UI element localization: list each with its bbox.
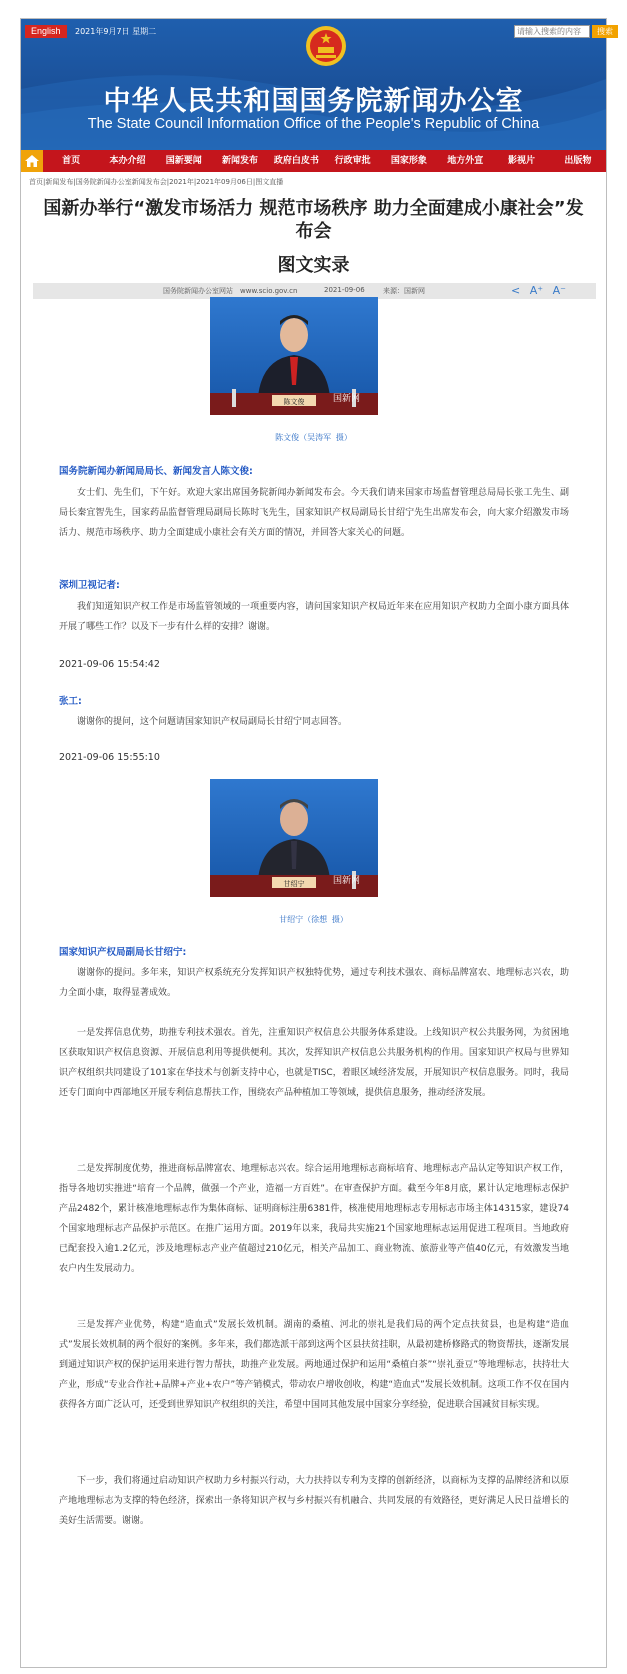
- paragraph-zhang-gong: 谢谢你的提问，这个问题请国家知识产权局副局长甘绍宁同志回答。: [77, 717, 348, 727]
- photo2-caption: 甘绍宁（徐想 摄）: [279, 915, 348, 924]
- photo1-caption: 陈文俊（吴涛军 摄）: [275, 433, 352, 442]
- national-emblem-icon: [305, 25, 347, 67]
- current-date: 2021年9月7日 星期二: [75, 27, 157, 36]
- speaker-label-zhang-gong: 张工:: [59, 696, 82, 707]
- nav-item-white-papers[interactable]: 政府白皮书: [273, 156, 319, 166]
- timestamp-1: 2021-09-06 15:54:42: [59, 659, 160, 670]
- paragraph-answer-intro: 谢谢你的提问。多年来，知识产权系统充分发挥知识产权独特优势，通过专利技术强农、商标品牌富农、地理标志兴农，助力全面小康，取得显著成效。: [59, 968, 569, 998]
- article-tools: [511, 284, 566, 297]
- font-smaller-icon[interactable]: A⁻: [552, 284, 566, 297]
- speaker-photo-gan-shaoning: [210, 779, 378, 897]
- nav-item-press-release[interactable]: 新闻发布: [222, 156, 259, 166]
- search-input[interactable]: [514, 25, 590, 38]
- site-header: [21, 19, 613, 150]
- nav-item-administrative-approval[interactable]: 行政审批: [334, 156, 371, 166]
- article-title: 国新办举行“激发市场活力 规范市场秩序 助力全面建成小康社会”发 布会: [43, 198, 584, 242]
- nav-item-local-publicity[interactable]: 地方外宣: [447, 156, 484, 166]
- source-site: 国务院新闻办公室网站 www.scio.gov.cn: [163, 287, 298, 295]
- speaker-photo-chen-wenjun: [210, 297, 378, 415]
- timestamp-2: 2021-09-06 15:55:10: [59, 752, 160, 763]
- nav-item-national-image[interactable]: 国家形象: [390, 156, 427, 166]
- nav-item-about[interactable]: 本办介绍: [109, 156, 146, 166]
- paragraph-opening: 女士们、先生们，下午好。欢迎大家出席国务院新闻办新闻发布会。今天我们请来国家市场监督管理总局局长张工先生、副局长秦宜智先生，国家药品监督管理局副局长陈时飞先生，国家知识产权局副局长甘绍宁先生出席发布会，向大家介绍激发市场活力、规范市场秩序、助力全面建成小康社会有关方面的情况，并回答大家关心的问题。: [59, 488, 569, 538]
- paragraph-question: 我们知道知识产权工作是市场监管领域的一项重要内容，请问国家知识产权局近年来在应用知识产权助力全面小康方面具体开展了哪些工作？以及下一步有什么样的安排？谢谢。: [59, 602, 569, 632]
- photo-watermark: 国新网: [332, 394, 360, 404]
- paragraph-next-steps: 下一步，我们将通过启动知识产权助力乡村振兴行动，大力扶持以专利为支撑的创新经济，以商标为支撑的品牌经济和以原产地地理标志为支撑的特色经济，探索出一条将知识产权与乡村振兴有机融合、共同发展的有效路径，更好满足人民日益增长的美好生活需要。谢谢。: [59, 1476, 569, 1526]
- nav-item-home[interactable]: 首页: [62, 156, 81, 166]
- english-version-button[interactable]: English: [25, 25, 67, 38]
- font-larger-icon[interactable]: A⁺: [529, 284, 544, 297]
- nav-item-news[interactable]: 国新要闻: [165, 156, 202, 166]
- speaker-label-reporter: 深圳卫视记者:: [59, 580, 120, 591]
- photo-watermark: 国新网: [332, 876, 360, 886]
- speaker-label-chen-wenjun: 国务院新闻办新闻局局长、新闻发言人陈文俊:: [59, 466, 253, 477]
- speaker-label-gan-shaoning: 国家知识产权局副局长甘绍宁:: [59, 947, 187, 958]
- paragraph-point-1: 一是发挥信息优势，助推专利技术强农。首先，注重知识产权信息公共服务体系建设。上线知识产权公共服务网，为贫困地区获取知识产权信息资源、开展信息利用等提供便利。其次，发挥知识产权信息公共服务机构的作用。国家知识产权局与世界知识产权组织共同建设了101家在华技术与创新支持中心，也就是TISC，着眼区域经济发展，开展知识产权信息服务。同时，我局还专门面向中西部地区开展专利信息帮扶工作，围绕农产品种植加工等领域，提供信息服务，推动经济发展。: [59, 1028, 569, 1098]
- nav-item-publications[interactable]: 出版物: [564, 156, 592, 166]
- site-title-chinese: 中华人民共和国国务院新闻办公室: [103, 86, 524, 117]
- main-navigation: [21, 150, 606, 172]
- nav-item-films[interactable]: 影视片: [508, 156, 536, 166]
- search-button[interactable]: 搜索: [592, 25, 618, 38]
- publish-date: 2021-09-06: [324, 286, 365, 294]
- page-frame: [20, 18, 613, 1668]
- paragraph-point-2: 二是发挥制度优势，推进商标品牌富农、地理标志兴农。综合运用地理标志商标培育、地理标志产品认定等知识产权工作，指导各地切实推进“培育一个品牌，做强一个产业，造福一方百姓”。在审查保护方面。截至今年8月底，累计认定地理标志保护产品2482个，累计核准地理标志作为集体商标、证明商标注册6381件，核准使用地理标志专用标志市场主体14315家，建设74个国家地理标志产品保护示范区。在推广运用方面。2019年以来，我局共实施21个国家地理标志运用促进工程项目。当地政府已配套投入逾1.2亿元，涉及地理标志产业产值超过210亿元，相关产品加工、商业物流、旅游业等产值40亿元，有效激发当地农户内生发展动力。: [59, 1164, 569, 1274]
- article-source: 来源：国新网: [383, 287, 425, 295]
- share-icon[interactable]: <: [511, 284, 521, 297]
- nameplate-chen-wenjun: 陈文俊: [283, 398, 305, 406]
- article-subtitle: 图文实录: [277, 255, 350, 276]
- nameplate-gan-shaoning: 甘绍宁: [283, 880, 305, 888]
- site-title-english: The State Council Information Office of the People's Republic of China: [87, 116, 540, 132]
- paragraph-point-3: 三是发挥产业优势，构建“造血式”发展长效机制。湖南的桑植、河北的崇礼是我们局的两个定点扶贫县，也是构建“造血式”发展长效机制的两个很好的案例。多年来，我们都选派干部到这两个区县扶贫挂职，从最初建桥修路式的物资帮扶，逐渐发展到通过知识产权的保护运用来进行智力帮扶，助推产业发展。两地通过保护和运用“桑植白茶”“崇礼蚕豆”等地理标志，扶持壮大产业，形成“专业合作社+品牌+产业+农户”等产销模式，带动农户增收创收，构建“造血式”发展长效机制。这项工作不仅在国内获得各方面广泛认可，还受到世界知识产权组织的关注，希望中国同其他发展中国家分享经验，促进联合国减贫目标实现。: [59, 1320, 569, 1410]
- home-icon[interactable]: [21, 150, 43, 172]
- breadcrumb[interactable]: 首页|新闻发布|国务院新闻办公室新闻发布会|2021年|2021年09月06日|图文直播: [29, 178, 284, 186]
